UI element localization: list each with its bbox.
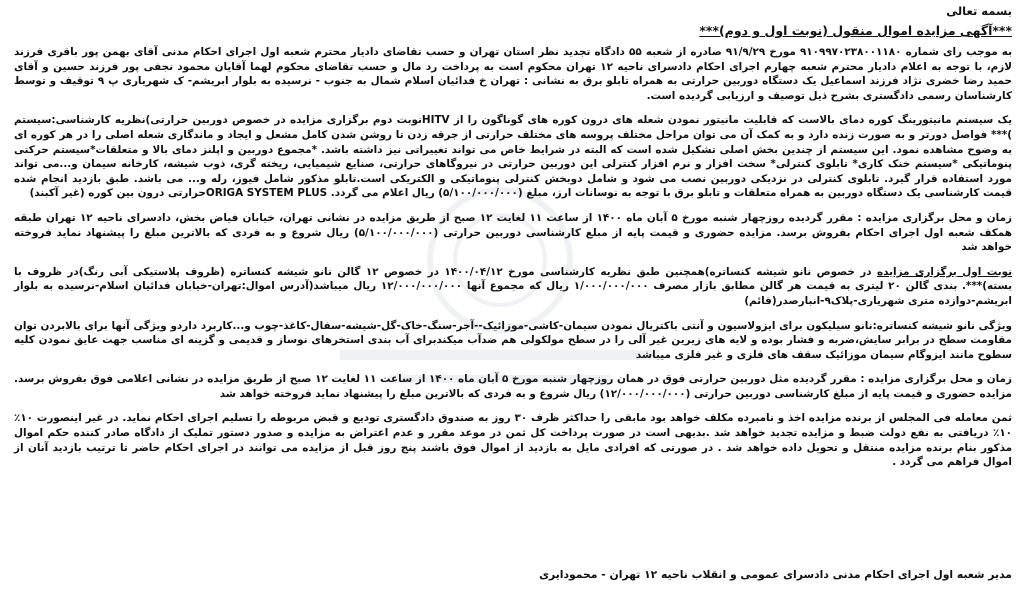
first-round-heading: نوبت اول برگزاری مزایده (876, 265, 1013, 278)
paragraph-camera-auction-time: زمان و محل برگزاری مزایده : مقرر گردیده روزچهار شنبه مورخ ۵ آبان ماه ۱۴۰۰ از ساعت ۱۱ لغایت ۱۲ صبح از طریق مزایده در نشانی تهران، خیابان فیاض بخش، دادسرای ناحیه ۱۲ تهران طبقه همکف شعبه اول اجرای احکام بفروش برسد. مزایده حضوری و قیمت پایه از مبلغ کارشناسی دوربین حرارتی (۵/۱۰۰/۰۰۰/۰۰۰) ریال شروع و به فردی که بالاترین مبلغ را پیشنهاد نماید فروخته خواهد شد (14, 211, 1012, 254)
paragraph-thermal-camera-description: یک سیستم مانیتورینگ کوره دمای بالاست که قابلیت مانیتور نمودن شعله های درون کوره های گوناگون را از HITVنوبت دوم برگزاری مزایده در خصوص دوربین حرارتی)نظریه کارشناسی:سیستم )*** فواصل دورتر و به صورت زنده دارد و به کمک آن می توان مراحل مختلف پروسه های مختلف حرارتی از جرقه زدن تا روشن شدن کامل مشعل و ایجاد و ماندگاری شعله اصلی را در هر کوره ای به وضوح مشاهده نمود. این سیستم از چندین بخش اصلی تشکیل شده است که البته در شرایط خاص می تواند تغییراتی نیز داشته باشد. *مجموع دوربین و اپلنز دمای بالا و متعلقات*سیستم حرکتی پنوماتیکی *سیستم خنک کاری* تابلوی کنترلی* سخت افزار و نرم افزار کنترلی این دوربین حرارتی در نیروگاهای حرارتی، صنایع شیمیایی، ریخته گری، ذوب شیشه، کارخانه سیمان و...می تواند مورد استفاده قرار گیرد. تابلوی کنترلی در نزدیکی دوربین نصب می شود و شامل دوبخش کنترلی پنوماتیکی و الکتریکی است.تابلو مذکور شامل فیوز، رله و... می باشد. طبق بازدید انجام شده قیمت کارشناسی یک دستگاه دوربین به همراه متعلقات و تابلو برق با توجه به نوسانات ارز، مبلغ (۵/۱۰۰/۰۰۰/۰۰۰) ریال اعلام می گردد. ORIGA SYSTEM PLUSحرارتی درون بین کوره (غیر آکبند) (14, 114, 1012, 200)
paragraph-verdict: به موجب رای شماره ۹۱۰۹۹۷۰۲۳۸۰۰۱۱۸۰ مورخ ۹۱/۹/۲۹ صادره از شعبه ۵۵ دادگاه تجدید نظر استان تهران و حسب تقاضای دادیار محترم شعبه اول اجرای احکام مدنی آقای بهمن پور باقری فرزند لازم، با توجه به اعلام دادیار محترم شعبه چهارم اجرای احکام دادسرای ناحیه ۱۲ تهران محکوم است به پرداخت رد مال و حسب تقاضای محکوم لهما آقایان محمود نجفی پور فرزند حسین و آقای حمید رضا خضری نژاد فرزند اسماعیل یک دستگاه دوربین حرارتی به همراه تابلو برق به نشانی : تهران خ فدائیان اسلام شمال به جنوب - نرسیده به بلوار ابریشم- ک شهریاری پ ۹ توقیف و توسط کارشناسان رسمی دادگستری بشرح ذیل توصیف و ارزیابی گردیده است. (14, 46, 1012, 102)
paragraph-payment-terms: ثمن معامله فی المجلس از برنده مزایده اخذ و نامبرده مکلف خواهد بود مابقی را حداکثر ظرف ۳۰ روز به صندوق دادگستری تودیع و قبض مربوطه را تسلیم اجرای احکام نماید. در غیر اینصورت ۱۰٪ ۱۰٪ دریافتی به نفع دولت ضبط و مزایده تجدید خواهد شد .بدیهی است در صورت پرداخت کل ثمن در موعد مقرر و عدم اعتراض به مزایده و صدور دستور تملیک از دادگاه صادر کننده حکم اموال مذکور بنام برنده مزایده منتقل و تحویل داده خواهد شد . در صورتی که افرادی مایل به بازدید از اموال فوق باشند پنج روز قبل از مزایده می توانند در اجرای احکام حاضر تا ترتیب بازدید آنان از اموال فراهم می گردد . (14, 412, 1013, 469)
paragraph-nano-glass-auction-time: زمان و محل برگزاری مزایده : مقرر گردیده مثل دوربین حرارتی فوق در همان روزچهار شنبه مورخ ۵ آبان ماه ۱۴۰۰ از ساعت ۱۱ لغایت ۱۲ صبح از طریق مزایده در نشانی اعلامی فوق بفروش برسد. مزایده حضوری و قیمت پایه از مبلغ کارشناسی دوربین حرارتی (۱۲/۰۰۰/۰۰۰/۰۰۰) ریال شروع و به فردی که بالاترین مبلغ را پیشنهاد نماید فروخته خواهد شد (14, 373, 1012, 400)
paragraph-nano-glass-features: ویژگی نانو شیشه کنساتره:نانو سیلیکون برای ایزولاسیون و آنتی باکتریال نمودن سیمان-کاشی-موزائیک--آجر-سنگ-خاک-گل-شیشه-سفال-کاغذ-چوب و...کاربرد داردو ویژگی آنها برای بالابردن توان مقاومت سطح در برابر سایش،ضربه و فشار بوده و لایه های زیرین غیر آلی را در سطح مولکولی هم ضدآب میکندبرای آب بندی استخرهای نوساز و قدیمی و گزینه ای مناسب جهت عایق نمودن کلیه سطوح مانند ایزوگام سیمان موزائیک سقف های فلزی و غیر فلزی میباشد (14, 319, 1012, 361)
basmala-heading: بسمه تعالی (946, 4, 1012, 18)
nano-glass-details: در خصوص نانو شیشه کنساتره)همچنین طبق نظریه کارشناسی مورخ ۱۴۰۰/۰۴/۱۲ در خصوص ۱۲ گالن نانو شیشه کنساتره (ظروف پلاستیکی آبی رنگ)در ظروف با بسته)***. بندی گالن ۲۰ لیتری به قیمت هر گالن مطابق بازار مصرف ۱/۰۰۰/۰۰۰/۰۰۰ ریال که مجموع آنها ۱۲/۰۰۰/۰۰۰/۰۰۰ ریال میباشد(آدرس اموال:تهران-خیابان فدائیان اسلام-نرسیده به بلوار ابریشم-دوازده متری شهریاری-پلاک۹-انبارصدر(قائم) (14, 265, 1012, 307)
notice-title: ***آگهی مزایده اموال منقول (نوبت اول و دوم)*** (699, 23, 1012, 38)
signature-line: مدیر شعبه اول اجرای احکام مدنی دادسرای عمومی و انقلاب ناحیه ۱۲ تهران - محمودایری (539, 568, 1012, 581)
paragraph-nano-glass-auction (14, 265, 1012, 309)
